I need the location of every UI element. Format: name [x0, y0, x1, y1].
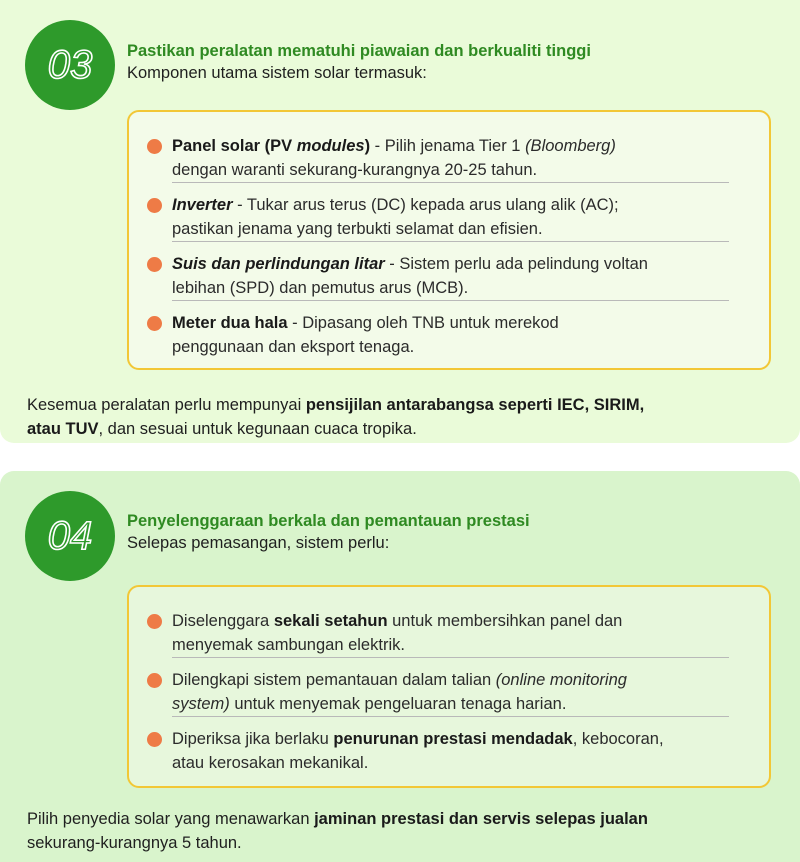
- footer-text-end: , dan sesuai untuk kegunaan cuaca tropika.: [98, 420, 417, 438]
- footer-bold: pensijilan antarabangsa seperti IEC, SIRIM,: [305, 396, 645, 414]
- item-bold: Panel solar (PV: [172, 137, 297, 155]
- footer-text: Kesemua peralatan perlu mempunyai: [27, 396, 306, 414]
- item-text-line2: atau kerosakan mekanikal.: [172, 754, 369, 772]
- footer-bold-line2: atau TUV: [27, 420, 99, 438]
- footer-text-end: sekurang-kurangnya 5 tahun.: [27, 834, 242, 852]
- divider: [172, 716, 729, 717]
- item-text-pre: Dilengkapi sistem pemantauan dalam talian: [172, 671, 496, 689]
- list-item-meter: [129, 311, 769, 359]
- divider: [172, 300, 729, 301]
- item-italic: (Bloomberg): [525, 137, 616, 155]
- item-text: - Pilih jenama Tier 1: [370, 137, 526, 155]
- item-text-line2: penggunaan dan eksport tenaga.: [172, 338, 415, 356]
- maintenance-list-box: [127, 585, 771, 788]
- step-number-icon: [25, 491, 115, 581]
- item-text: untuk membersihkan panel dan: [387, 612, 623, 630]
- item-text-line2: menyemak sambungan elektrik.: [172, 636, 405, 654]
- bullet-dot-icon: [147, 139, 162, 154]
- item-bold: Meter dua hala: [172, 314, 288, 332]
- item-text: - Dipasang oleh TNB untuk merekod: [287, 314, 559, 332]
- item-text-pre: Diselenggara: [172, 612, 274, 630]
- item-bold-italic: Suis dan perlindungan litar: [172, 255, 385, 273]
- components-list-box: [127, 110, 771, 370]
- divider: [172, 241, 729, 242]
- bullet-dot-icon: [147, 316, 162, 331]
- item-text: , kebocoran,: [572, 730, 664, 748]
- step-number-text: 03: [47, 43, 93, 87]
- item-bold-close: ): [364, 137, 371, 155]
- footer-bold: jaminan prestasi dan servis selepas jualan: [314, 810, 648, 828]
- step-number-text: 04: [47, 514, 93, 558]
- bullet-dot-icon: [147, 673, 162, 688]
- item-text: - Sistem perlu ada pelindung voltan: [384, 255, 648, 273]
- bullet-dot-icon: [147, 198, 162, 213]
- list-item-online-monitoring: [129, 668, 769, 716]
- list-item-suis: [129, 252, 769, 300]
- item-bold: sekali setahun: [273, 612, 388, 630]
- item-text-pre: Diperiksa jika berlaku: [172, 730, 334, 748]
- bullet-dot-icon: [147, 732, 162, 747]
- item-bold-italic: modules: [296, 137, 365, 155]
- step-number-icon: [25, 20, 115, 110]
- step-number-badge: [25, 491, 115, 581]
- footer-text: Pilih penyedia solar yang menawarkan: [27, 810, 315, 828]
- section-subheading: Komponen utama sistem solar termasuk:: [127, 64, 427, 82]
- bullet-dot-icon: [147, 614, 162, 629]
- item-text-line2: dengan waranti sekurang-kurangnya 20-25 tahun.: [172, 161, 538, 179]
- item-text: - Tukar arus terus (DC) kepada arus ulang alik (AC);: [232, 196, 619, 214]
- item-italic: (online monitoring: [495, 671, 627, 689]
- section-heading: Pastikan peralatan mematuhi piawaian dan berkualiti tinggi: [127, 42, 591, 60]
- section-footer-note: [27, 807, 777, 855]
- list-item-inverter: [129, 193, 769, 241]
- item-text-line2: lebihan (SPD) dan pemutus arus (MCB).: [172, 279, 469, 297]
- section-card-04: [0, 471, 800, 862]
- list-item-annual-service: [129, 609, 769, 657]
- section-footer-note: [27, 393, 777, 441]
- list-item-panel-solar: [129, 134, 769, 182]
- divider: [172, 657, 729, 658]
- bullet-dot-icon: [147, 257, 162, 272]
- step-number-badge: [25, 20, 115, 110]
- section-subheading: Selepas pemasangan, sistem perlu:: [127, 534, 390, 552]
- item-text-line2: pastikan jenama yang terbukti selamat dan efisien.: [172, 220, 543, 238]
- item-text-line2: untuk menyemak pengeluaran tenaga harian.: [229, 695, 567, 713]
- divider: [172, 182, 729, 183]
- item-bold-italic: Inverter: [172, 196, 233, 214]
- section-heading: Penyelenggaraan berkala dan pemantauan prestasi: [127, 512, 530, 530]
- item-italic-line2: system): [172, 695, 230, 713]
- item-bold: penurunan prestasi mendadak: [333, 730, 573, 748]
- list-item-performance-check: [129, 727, 769, 775]
